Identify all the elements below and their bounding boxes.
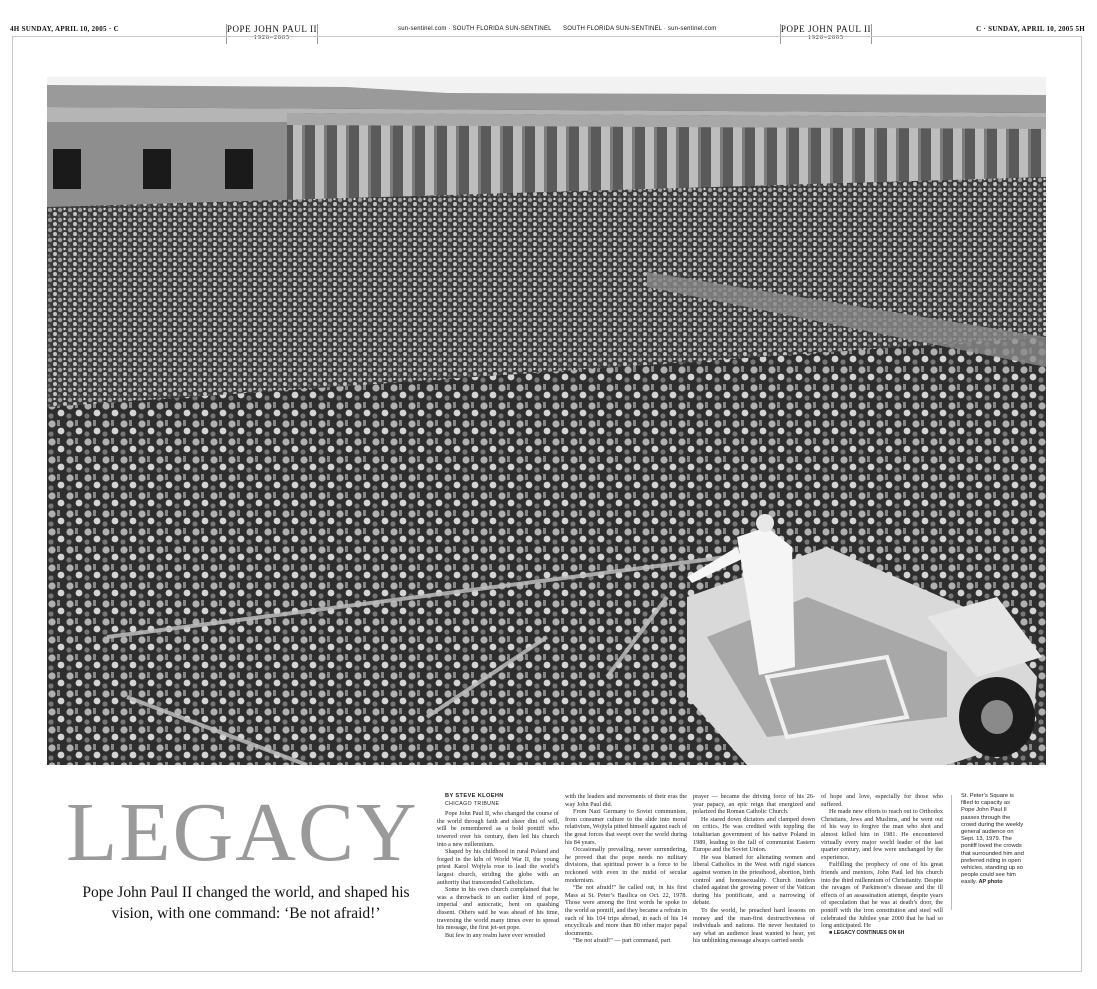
subheadline-deck: Pope John Paul II changed the world, and shaped his vision, with one command: ‘Be not afraid!’ (82, 884, 410, 922)
photo-caption (961, 793, 1025, 887)
paragraph: Some in his own church complained that he was a throwback to an earlier kind of pope, imperial and autocratic, bent on quashing dissent. Others said he was ahead of his time, traversing the world many times over to spread his message, the first jet-set pope. (437, 886, 559, 932)
paragraph: “Be not afraid!” — part command, part (573, 937, 671, 945)
flag-title: POPE JOHN PAUL II (226, 24, 318, 34)
paragraph: But few in any realm have ever wrestled (445, 931, 546, 939)
story-column-1 (437, 793, 559, 939)
caption-divider (951, 795, 952, 910)
headline: LEGACY (66, 786, 419, 879)
flag-title: POPE JOHN PAUL II (780, 24, 872, 34)
byline: BY STEVE KLOEHN (445, 793, 504, 799)
paragraph: with the leaders and movements of their eras the way John Paul did. (565, 793, 687, 808)
paragraph: He was blamed for alienating women and liberal Catholics in the West with rigid stances against women in the priesthood, abortion, birth control and homosexuality. Church insiders chafed against the growing power of the Vatican during his pontificate, and a narrowing of debate. (693, 853, 815, 907)
paragraph: From Nazi Germany to Soviet communism, from consumer culture to the slide into moral relativism, Wojtyla pitted himself against each of the great forces that swept over the world during his 84 years. (565, 808, 687, 846)
paragraph: He stared down dictators and clamped down on critics. He was credited with toppling the totalitarian government of his native Poland in 1989, leading to the fall of communist Eastern Europe and the Soviet Union. (693, 815, 815, 854)
paragraph: Pope John Paul II, who changed the course of the world through faith and sheer dint of will, will be remembered as a bold pontiff who towered over his century, then led his church into a new millennium. (437, 810, 559, 848)
flag-dates: 1920–2005 (254, 35, 290, 41)
page-number-right: C · SUNDAY, APRIL 10, 2005 5H (976, 25, 1085, 33)
paragraph: “Be not afraid!” he called out, in his first Mass at St. Peter’s Basilica on Oct. 22, 1978. Those were among the first words he spoke to the world as pontiff, and they became a refrain in each of his 104 trips abroad, in each of his 14 encyclicals and more than 80 other major papal documents. (565, 884, 687, 937)
flag-dates: 1920–2005 (808, 35, 844, 41)
paragraph: Occasionally prevailing, never surrendering, he proved that the pope needs no military divisions, that spiritual power is a force to be reckoned with even in the midst of secular modernism. (565, 846, 687, 884)
story-column-4 (821, 793, 943, 937)
story-column-2 (565, 793, 687, 945)
paragraph: He made new efforts to reach out to Orthodox Christians, Jews and Muslims, and he went out of his way to forgive the man who shot and almost killed him in 1981. He encountered virtually every major world leader of the last quarter century, and few were unchanged by the experience. (821, 808, 943, 861)
story-column-3 (693, 793, 815, 945)
crowd-photo-illustration (47, 77, 1046, 765)
photo-credit: AP photo (978, 879, 1003, 886)
paragraph: of hope and love, especially for those who suffered. (821, 793, 943, 808)
main-photo (47, 77, 1046, 765)
paragraph: Fulfilling the prophecy of one of his great friends and mentors, John Paul led his church into the third millennium of Christianity. Despite the ravages of Parkinson’s disease and the ill effects of an assassination attempt, despite years of speculation that he was at death’s door, the pontiff with the iron constitution and steel will celebrated the Jubilee year 2000 that he had so long anticipated. He (821, 861, 943, 930)
byline-source: CHICAGO TRIBUNE (445, 800, 500, 807)
paragraph: prayer — became the driving force of his 26-year papacy, an epic reign that energized and polarized the Roman Catholic Church. (693, 793, 815, 816)
source-line-right: SOUTH FLORIDA SUN-SENTINEL · sun-sentinel.com (563, 26, 717, 32)
continued-line: ■ LEGACY CONTINUES ON 6H (829, 929, 905, 936)
source-line-left: sun-sentinel.com · SOUTH FLORIDA SUN-SENTINEL (398, 26, 552, 32)
paragraph: To the world, he preached hard lessons on money and the man-first destructiveness of individuals and nations. He never hesitated to say what an audience least wanted to hear, yet his unblinking message always carried seeds (693, 906, 815, 945)
paragraph: Shaped by his childhood in rural Poland and forged in the kiln of World War II, the young priest Karol Wojtyla rose to lead the world’s largest church, striding the globe with an authority that transcended Catholicism. (437, 848, 559, 886)
page-number-left: 4H SUNDAY, APRIL 10, 2005 · C (10, 25, 119, 33)
caption-text: St. Peter’s Square is filled to capacity as Pope John Paul II passes through the crowd during the weekly general audience on Sept. 13, 1979. The pontiff loved the crowds that surrounded him and preferred riding in open vehicles, standing up so people could see him easily. (961, 793, 1024, 886)
